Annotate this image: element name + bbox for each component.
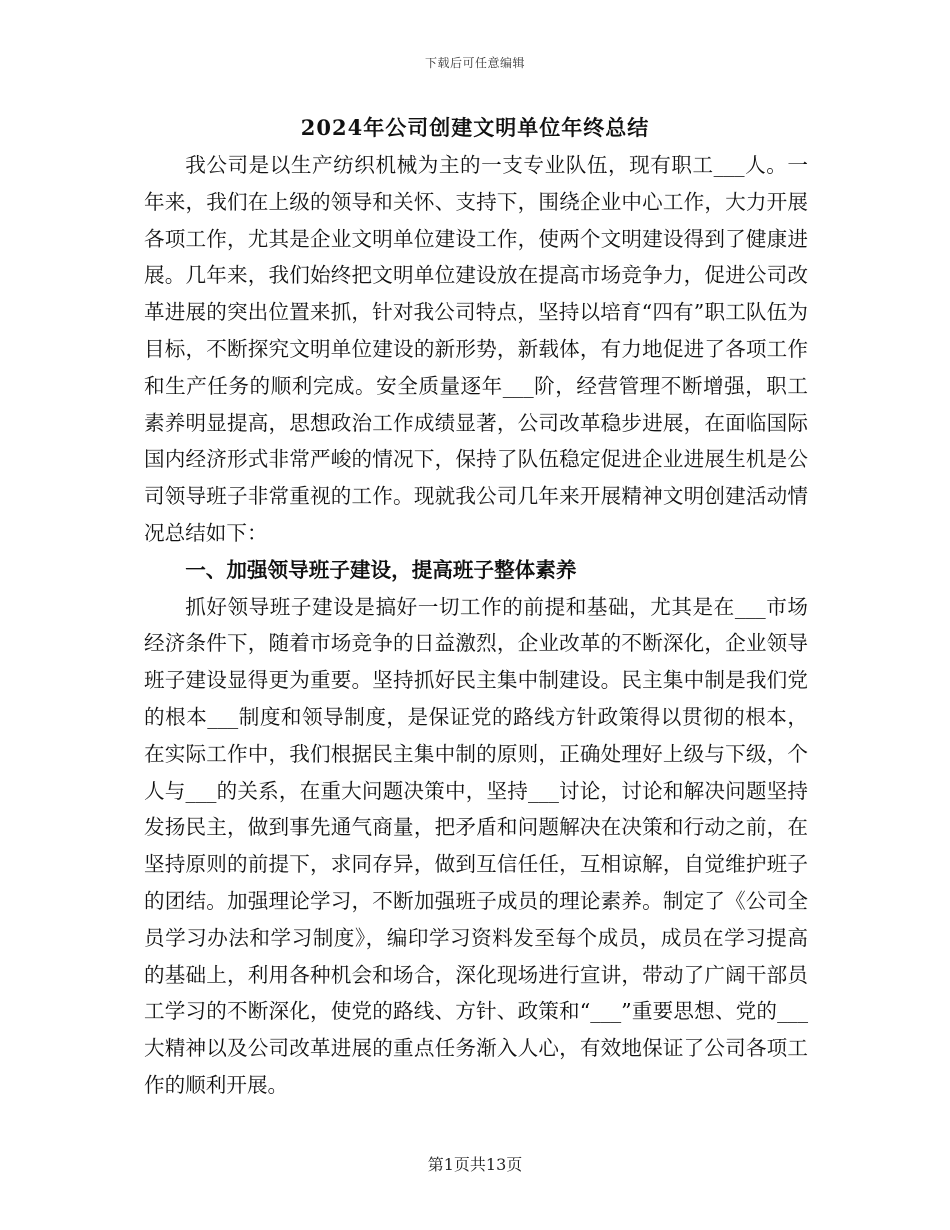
page-footer: 第1页共13页 xyxy=(427,1155,523,1174)
intro-paragraph: 我公司是以生产纺织机械为主的一支专业队伍，现有职工___人。一年来，我们在上级的领导和关怀、支持下，围绕企业中心工作，大力开展各项工作，尤其是企业文明单位建设工作，使两个文明建设得到了健康进展。几年来，我们始终把文明单位建设放在提高市场竞争力，促进公司改革进展的突出位置来抓，针对我公司特点，坚持以培育“四有”职工队伍为目标，不断探究文明单位建设的新形势，新载体，有力地促进了各项工作和生产任务的顺利完成。安全质量逐年___阶，经营管理不断增强，职工素养明显提高，思想政治工作成绩显著，公司改革稳步进展，在面临国际国内经济形式非常严峻的情况下，保持了队伍稳定促进企业进展生机是公司领导班子非常重视的工作。现就我公司几年来开展精神文明创建活动情况总结如下： xyxy=(144,153,808,545)
header-note: 下载后可任意编辑 xyxy=(424,56,525,70)
section-heading-1: 一、加强领导班子建设，提高班子整体素养 xyxy=(185,557,577,582)
document-title: 2024年公司创建文明单位年终总结 xyxy=(300,115,650,140)
document-body xyxy=(144,147,808,1104)
section-1-paragraph: 抓好领导班子建设是搞好一切工作的前提和基础，尤其是在___市场经济条件下，随着市场竞争的日益激烈，企业改革的不断深化，企业领导班子建设显得更为重要。坚持抓好民主集中制建设。民主集中制是我们党的根本___制度和领导制度，是保证党的路线方针政策得以贯彻的根本，在实际工作中，我们根据民主集中制的原则，正确处理好上级与下级，个人与___的关系，在重大问题决策中，坚持___讨论，讨论和解决问题坚持发扬民主，做到事先通气商量，把矛盾和问题解决在决策和行动之前，在坚持原则的前提下，求同存异，做到互信任任，互相谅解，自觉维护班子的团结。加强理论学习，不断加强班子成员的理论素养。制定了《公司全员学习办法和学习制度》，编印学习资料发至每个成员，成员在学习提高的基础上，利用各种机会和场合，深化现场进行宣讲，带动了广阔干部员工学习的不断深化，使党的路线、方针、政策和“___”重要思想、党的___大精神以及公司改革进展的重点任务渐入人心，有效地保证了公司各项工作的顺利开展。 xyxy=(144,594,808,1097)
